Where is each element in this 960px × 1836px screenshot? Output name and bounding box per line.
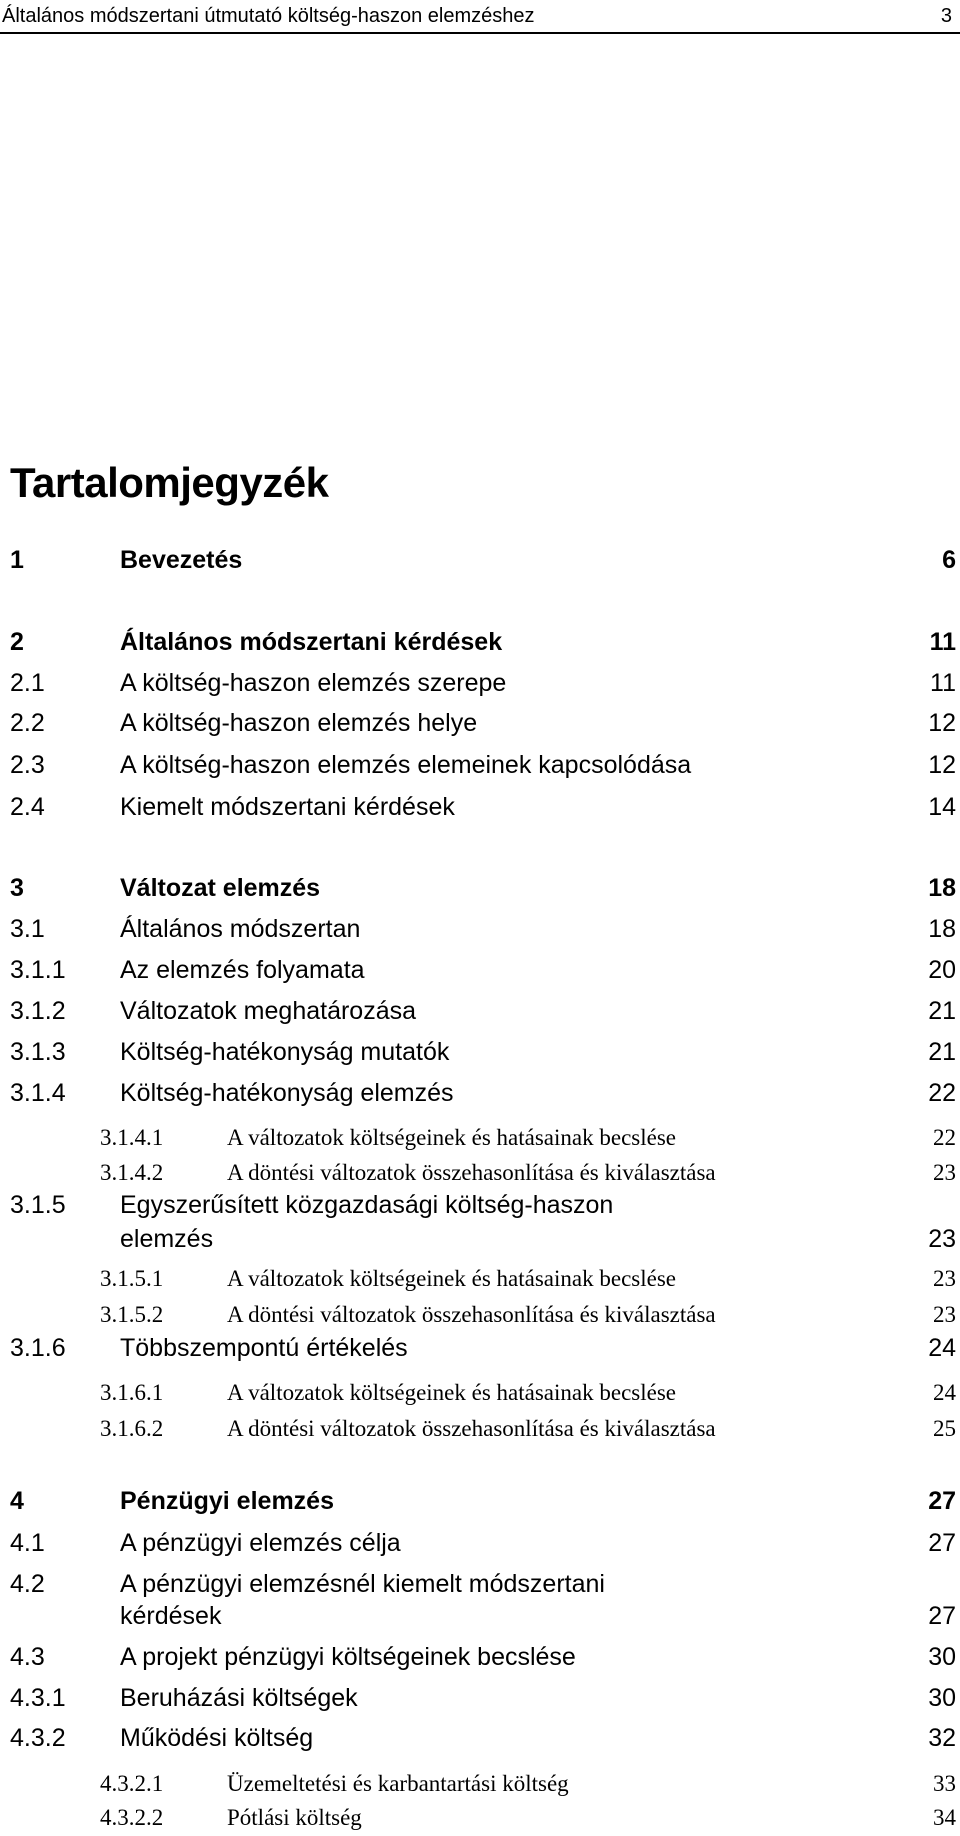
toc-entry-page: 22 [928,1079,956,1107]
toc-entry-label-line2: elemzés [120,1225,214,1253]
toc-entry-number: 4.3.1 [10,1684,66,1712]
toc-entry-page: 12 [928,709,956,737]
toc-entry-3-1[interactable] [0,914,956,944]
toc-entry-page: 18 [928,874,956,902]
toc-entry-number: 3.1.5 [10,1191,66,1219]
toc-entry-label: Általános módszertani kérdések [120,628,503,656]
toc-entry-3-1-6-2[interactable] [0,1415,956,1443]
toc-entry-page: 22 [933,1125,956,1150]
page-header [0,0,960,34]
toc-entry-page: 21 [928,997,956,1025]
page-number: 3 [940,5,952,27]
toc-entry-4-3-2-1[interactable] [0,1770,956,1798]
toc-entry-number: 3.1.3 [10,1038,66,1066]
toc-entry-number: 3.1.6.1 [100,1380,164,1405]
toc-entry-label: A változatok költségeinek és hatásainak becslése [227,1125,676,1150]
toc-entry-4[interactable] [0,1486,956,1516]
toc-entry-number: 2.1 [10,669,45,697]
toc-entry-page: 25 [933,1416,956,1441]
toc-entry-page: 20 [928,956,956,984]
toc-entry-4-3-1[interactable] [0,1683,956,1713]
toc-entry-label: A költség-haszon elemzés helye [120,709,478,737]
toc-entry-2-3[interactable] [0,750,956,780]
toc-entry-page: 24 [933,1380,956,1405]
toc-entry-number: 1 [10,546,24,574]
toc-entry-4-3-2[interactable] [0,1723,956,1753]
toc-entry-page: 12 [928,751,956,779]
toc-entry-page: 21 [928,1038,956,1066]
toc-entry-page: 27 [928,1529,956,1557]
toc-entry-label: Általános módszertan [120,915,361,943]
toc-entry-page: 27 [928,1602,956,1630]
toc-entry-3-1-3[interactable] [0,1037,956,1067]
toc-entry-page: 30 [928,1684,956,1712]
toc-entry-number: 4.2 [10,1570,45,1598]
toc-entry-2-1[interactable] [0,668,956,698]
toc-entry-number: 3.1.4.2 [100,1160,164,1185]
toc-entry-page: 23 [928,1225,956,1253]
toc-entry-page: 14 [928,793,956,821]
toc-entry-page: 24 [928,1334,956,1362]
toc-entry-3-1-6-1[interactable] [0,1379,956,1407]
toc-entry-number: 3.1.6.2 [100,1416,164,1441]
toc-entry-label: A döntési változatok összehasonlítása és kiválasztása [227,1302,716,1327]
toc-entry-3-1-5[interactable] [0,1188,956,1256]
toc-entry-page: 23 [933,1266,956,1291]
toc-entry-label: A változatok költségeinek és hatásainak becslése [227,1380,676,1405]
toc-entry-3-1-6[interactable] [0,1333,956,1363]
toc-entry-page: 27 [928,1487,956,1515]
toc-entry-number: 2.2 [10,709,45,737]
toc-entry-number: 3.1.1 [10,956,66,984]
toc-entry-label: Működési költség [120,1724,314,1752]
toc-entry-page: 32 [928,1724,956,1752]
toc-entry-label: Változatok meghatározása [120,997,417,1025]
toc-entry-label: Bevezetés [120,546,243,574]
toc-entry-2-4[interactable] [0,792,956,822]
toc-entry-number: 3.1.5.2 [100,1302,164,1327]
toc-entry-label: Pénzügyi elemzés [120,1487,334,1515]
toc-entry-page: 23 [933,1302,956,1327]
toc-entry-page: 11 [930,669,956,697]
toc-entry-page: 34 [933,1805,956,1830]
toc-entry-3-1-1[interactable] [0,955,956,985]
toc-entry-2[interactable] [0,627,956,657]
toc-entry-label: Az elemzés folyamata [120,956,365,984]
document-title: Általános módszertani útmutató költség-haszon elemzéshez [2,5,535,27]
toc-entry-label: Költség-hatékonyság mutatók [120,1038,450,1066]
toc-entry-number: 3.1.4 [10,1079,66,1107]
toc-entry-number: 2.4 [10,793,45,821]
toc-entry-page: 30 [928,1643,956,1671]
toc-entry-number: 4.3 [10,1643,45,1671]
toc-entry-label: A döntési változatok összehasonlítása és kiválasztása [227,1416,716,1441]
toc-entry-number: 4.3.2 [10,1724,66,1752]
toc-entry-label-line2: kérdések [120,1602,222,1630]
toc-entry-label-line1: Egyszerűsített közgazdasági költség-haszon [120,1191,614,1219]
toc-entry-number: 3.1.2 [10,997,66,1025]
toc-entry-3-1-4-2[interactable] [0,1159,956,1187]
toc-heading: Tartalomjegyzék [10,459,329,506]
toc-entry-4-3[interactable] [0,1642,956,1672]
toc-entry-4-1[interactable] [0,1528,956,1558]
toc-entry-label: A projekt pénzügyi költségeinek becslése [120,1643,576,1671]
toc-entry-number: 4 [10,1487,24,1515]
toc-entry-number: 4.3.2.2 [100,1805,164,1830]
toc-entry-4-3-2-2[interactable] [0,1804,956,1832]
toc-entry-label: A változatok költségeinek és hatásainak becslése [227,1266,676,1291]
toc-entry-label: Beruházási költségek [120,1684,358,1712]
toc-entry-3-1-4[interactable] [0,1078,956,1108]
toc-entry-3-1-5-1[interactable] [0,1265,956,1293]
toc-entry-page: 23 [933,1160,956,1185]
toc-entry-3-1-2[interactable] [0,996,956,1026]
toc-entry-label: Költség-hatékonyság elemzés [120,1079,454,1107]
toc-entry-label: Változat elemzés [120,874,321,902]
toc-entry-label: Kiemelt módszertani kérdések [120,793,455,821]
toc-entry-label: A költség-haszon elemzés elemeinek kapcsolódása [120,751,692,779]
toc-entry-number: 2 [10,628,24,656]
toc-entry-2-2[interactable] [0,708,956,738]
toc-entry-number: 3.1.6 [10,1334,66,1362]
toc-entry-page: 33 [933,1771,956,1796]
toc-entry-3[interactable] [0,873,956,903]
toc-entry-page: 11 [929,628,956,656]
toc-entry-number: 3 [10,874,24,902]
toc-entry-number: 3.1 [10,915,45,943]
toc-entry-label: A döntési változatok összehasonlítása és kiválasztása [227,1160,716,1185]
toc-entry-3-1-4-1[interactable] [0,1124,956,1152]
toc-entry-number: 4.3.2.1 [100,1771,164,1796]
toc-entry-number: 2.3 [10,751,45,779]
toc-entry-label: A pénzügyi elemzés célja [120,1529,401,1557]
toc-entry-label-line1: A pénzügyi elemzésnél kiemelt módszertani [120,1570,605,1598]
toc-entry-1[interactable] [0,545,956,575]
toc-entry-page: 6 [942,546,956,574]
toc-entry-3-1-5-2[interactable] [0,1301,956,1329]
toc-entry-number: 4.1 [10,1529,45,1557]
toc-entry-number: 3.1.5.1 [100,1266,164,1291]
toc-entry-label: Pótlási költség [227,1805,362,1830]
toc-entry-label: A költség-haszon elemzés szerepe [120,669,507,697]
toc-entry-number: 3.1.4.1 [100,1125,164,1150]
toc-entry-4-2[interactable] [0,1567,956,1635]
toc-entry-label: Üzemeltetési és karbantartási költség [227,1771,569,1796]
toc-entry-page: 18 [928,915,956,943]
toc-entry-label: Többszempontú értékelés [120,1334,408,1362]
